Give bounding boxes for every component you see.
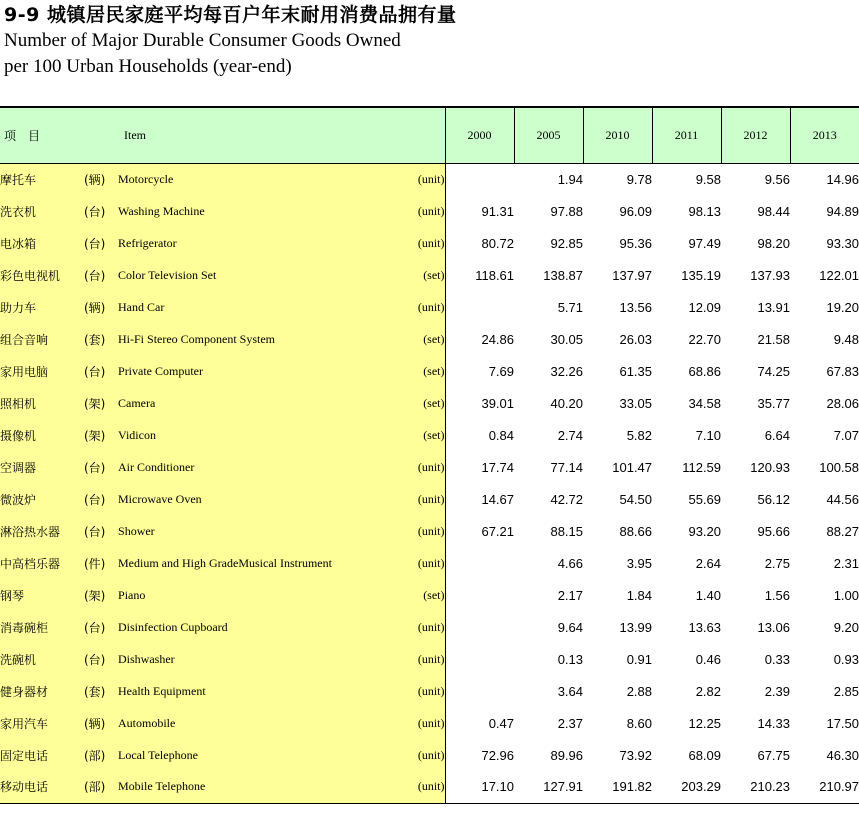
item-name-cn: 彩色电视机 bbox=[0, 259, 84, 291]
value-cell: 12.09 bbox=[652, 291, 721, 323]
table-row bbox=[0, 323, 859, 355]
item-measure-word: (件) bbox=[84, 547, 118, 579]
value-cell: 4.66 bbox=[514, 547, 583, 579]
value-cell: 7.69 bbox=[445, 355, 514, 387]
value-cell bbox=[445, 291, 514, 323]
value-cell: 88.66 bbox=[583, 515, 652, 547]
item-name-en: Local Telephone bbox=[118, 739, 378, 771]
item-name-cn: 钢琴 bbox=[0, 579, 84, 611]
item-name-en: Shower bbox=[118, 515, 378, 547]
item-measure-word: (台) bbox=[84, 195, 118, 227]
item-unit: (unit) bbox=[378, 675, 445, 707]
value-cell: 97.88 bbox=[514, 195, 583, 227]
value-cell: 135.19 bbox=[652, 259, 721, 291]
value-cell: 42.72 bbox=[514, 483, 583, 515]
value-cell: 92.85 bbox=[514, 227, 583, 259]
value-cell: 35.77 bbox=[721, 387, 790, 419]
value-cell: 122.01 bbox=[790, 259, 859, 291]
value-cell: 88.15 bbox=[514, 515, 583, 547]
item-measure-word: (辆) bbox=[84, 707, 118, 739]
item-name-en: Color Television Set bbox=[118, 259, 378, 291]
header-year: 2011 bbox=[652, 107, 721, 163]
value-cell: 1.94 bbox=[514, 163, 583, 195]
value-cell: 94.89 bbox=[790, 195, 859, 227]
item-name-en: Hi-Fi Stereo Component System bbox=[118, 323, 378, 355]
item-name-cn: 洗衣机 bbox=[0, 195, 84, 227]
item-name-en: Motorcycle bbox=[118, 163, 378, 195]
value-cell: 40.20 bbox=[514, 387, 583, 419]
item-unit: (unit) bbox=[378, 547, 445, 579]
header-year: 2013 bbox=[790, 107, 859, 163]
value-cell: 2.31 bbox=[790, 547, 859, 579]
value-cell: 26.03 bbox=[583, 323, 652, 355]
item-name-cn: 摄像机 bbox=[0, 419, 84, 451]
value-cell: 74.25 bbox=[721, 355, 790, 387]
value-cell: 3.64 bbox=[514, 675, 583, 707]
value-cell: 88.27 bbox=[790, 515, 859, 547]
header-year: 2005 bbox=[514, 107, 583, 163]
value-cell: 13.91 bbox=[721, 291, 790, 323]
value-cell: 118.61 bbox=[445, 259, 514, 291]
value-cell: 55.69 bbox=[652, 483, 721, 515]
data-table bbox=[0, 106, 859, 804]
value-cell: 95.66 bbox=[721, 515, 790, 547]
item-name-en: Mobile Telephone bbox=[118, 771, 378, 803]
table-title-en-line1: Number of Major Durable Consumer Goods Owned bbox=[4, 30, 401, 51]
item-name-cn: 中高档乐器 bbox=[0, 547, 84, 579]
item-unit: (unit) bbox=[378, 611, 445, 643]
item-name-en: Air Conditioner bbox=[118, 451, 378, 483]
value-cell: 17.10 bbox=[445, 771, 514, 803]
item-name-cn: 家用电脑 bbox=[0, 355, 84, 387]
item-unit: (unit) bbox=[378, 195, 445, 227]
item-name-cn: 家用汽车 bbox=[0, 707, 84, 739]
value-cell: 61.35 bbox=[583, 355, 652, 387]
value-cell: 1.56 bbox=[721, 579, 790, 611]
value-cell: 13.56 bbox=[583, 291, 652, 323]
header-year: 2010 bbox=[583, 107, 652, 163]
item-measure-word: (台) bbox=[84, 451, 118, 483]
value-cell: 203.29 bbox=[652, 771, 721, 803]
title-block bbox=[4, 2, 844, 80]
value-cell: 17.50 bbox=[790, 707, 859, 739]
item-name-en: Camera bbox=[118, 387, 378, 419]
item-unit: (unit) bbox=[378, 515, 445, 547]
item-measure-word: (辆) bbox=[84, 291, 118, 323]
value-cell: 13.99 bbox=[583, 611, 652, 643]
item-unit: (unit) bbox=[378, 771, 445, 803]
item-unit: (unit) bbox=[378, 483, 445, 515]
item-name-en: Washing Machine bbox=[118, 195, 378, 227]
value-cell: 137.97 bbox=[583, 259, 652, 291]
item-unit: (set) bbox=[378, 259, 445, 291]
value-cell: 1.00 bbox=[790, 579, 859, 611]
item-name-cn: 空调器 bbox=[0, 451, 84, 483]
value-cell: 0.91 bbox=[583, 643, 652, 675]
value-cell: 2.64 bbox=[652, 547, 721, 579]
item-name-cn: 固定电话 bbox=[0, 739, 84, 771]
item-name-en: Private Computer bbox=[118, 355, 378, 387]
value-cell: 9.20 bbox=[790, 611, 859, 643]
value-cell: 14.67 bbox=[445, 483, 514, 515]
value-cell: 210.23 bbox=[721, 771, 790, 803]
value-cell: 67.83 bbox=[790, 355, 859, 387]
value-cell: 9.64 bbox=[514, 611, 583, 643]
value-cell: 77.14 bbox=[514, 451, 583, 483]
value-cell: 0.13 bbox=[514, 643, 583, 675]
value-cell: 98.44 bbox=[721, 195, 790, 227]
value-cell: 9.58 bbox=[652, 163, 721, 195]
value-cell bbox=[445, 547, 514, 579]
value-cell: 96.09 bbox=[583, 195, 652, 227]
item-measure-word: (部) bbox=[84, 739, 118, 771]
value-cell: 46.30 bbox=[790, 739, 859, 771]
value-cell bbox=[445, 163, 514, 195]
table-row bbox=[0, 483, 859, 515]
item-measure-word: (套) bbox=[84, 323, 118, 355]
item-unit: (unit) bbox=[378, 739, 445, 771]
value-cell: 32.26 bbox=[514, 355, 583, 387]
value-cell: 0.33 bbox=[721, 643, 790, 675]
item-name-en: Refrigerator bbox=[118, 227, 378, 259]
table-row bbox=[0, 771, 859, 803]
table-row bbox=[0, 259, 859, 291]
value-cell: 101.47 bbox=[583, 451, 652, 483]
value-cell: 9.56 bbox=[721, 163, 790, 195]
header-year: 2012 bbox=[721, 107, 790, 163]
item-measure-word: (台) bbox=[84, 259, 118, 291]
value-cell: 34.58 bbox=[652, 387, 721, 419]
item-unit: (set) bbox=[378, 419, 445, 451]
value-cell: 44.56 bbox=[790, 483, 859, 515]
value-cell: 21.58 bbox=[721, 323, 790, 355]
table-row bbox=[0, 419, 859, 451]
item-measure-word: (套) bbox=[84, 675, 118, 707]
item-name-en: Medium and High GradeMusical Instrument bbox=[118, 547, 378, 579]
value-cell: 0.46 bbox=[652, 643, 721, 675]
table-row bbox=[0, 227, 859, 259]
value-cell: 80.72 bbox=[445, 227, 514, 259]
item-name-en: Hand Car bbox=[118, 291, 378, 323]
item-measure-word: (台) bbox=[84, 483, 118, 515]
item-name-en: Health Equipment bbox=[118, 675, 378, 707]
table-title-en-line2: per 100 Urban Households (year-end) bbox=[4, 56, 292, 77]
value-cell: 56.12 bbox=[721, 483, 790, 515]
item-measure-word: (架) bbox=[84, 387, 118, 419]
item-measure-word: (架) bbox=[84, 579, 118, 611]
value-cell: 3.95 bbox=[583, 547, 652, 579]
value-cell: 138.87 bbox=[514, 259, 583, 291]
value-cell: 68.09 bbox=[652, 739, 721, 771]
value-cell: 91.31 bbox=[445, 195, 514, 227]
value-cell: 2.88 bbox=[583, 675, 652, 707]
table-row bbox=[0, 387, 859, 419]
item-measure-word: (架) bbox=[84, 419, 118, 451]
table-row bbox=[0, 195, 859, 227]
table-body bbox=[0, 163, 859, 803]
value-cell: 28.06 bbox=[790, 387, 859, 419]
value-cell bbox=[445, 579, 514, 611]
table-row bbox=[0, 163, 859, 195]
value-cell: 1.84 bbox=[583, 579, 652, 611]
table-row bbox=[0, 643, 859, 675]
value-cell: 22.70 bbox=[652, 323, 721, 355]
value-cell: 13.63 bbox=[652, 611, 721, 643]
value-cell: 120.93 bbox=[721, 451, 790, 483]
value-cell: 72.96 bbox=[445, 739, 514, 771]
value-cell: 2.37 bbox=[514, 707, 583, 739]
value-cell: 97.49 bbox=[652, 227, 721, 259]
value-cell bbox=[445, 611, 514, 643]
table-row bbox=[0, 451, 859, 483]
item-name-en: Automobile bbox=[118, 707, 378, 739]
table-row bbox=[0, 675, 859, 707]
value-cell: 100.58 bbox=[790, 451, 859, 483]
header-year: 2000 bbox=[445, 107, 514, 163]
value-cell: 19.20 bbox=[790, 291, 859, 323]
value-cell: 127.91 bbox=[514, 771, 583, 803]
value-cell: 0.84 bbox=[445, 419, 514, 451]
value-cell: 7.10 bbox=[652, 419, 721, 451]
value-cell: 2.74 bbox=[514, 419, 583, 451]
value-cell: 13.06 bbox=[721, 611, 790, 643]
item-measure-word: (部) bbox=[84, 771, 118, 803]
item-name-cn: 移动电话 bbox=[0, 771, 84, 803]
item-unit: (unit) bbox=[378, 451, 445, 483]
value-cell: 112.59 bbox=[652, 451, 721, 483]
item-name-cn: 照相机 bbox=[0, 387, 84, 419]
value-cell: 54.50 bbox=[583, 483, 652, 515]
value-cell: 0.93 bbox=[790, 643, 859, 675]
item-unit: (set) bbox=[378, 387, 445, 419]
item-measure-word: (台) bbox=[84, 643, 118, 675]
value-cell: 93.30 bbox=[790, 227, 859, 259]
value-cell: 2.17 bbox=[514, 579, 583, 611]
item-name-cn: 消毒碗柜 bbox=[0, 611, 84, 643]
value-cell: 93.20 bbox=[652, 515, 721, 547]
value-cell: 2.75 bbox=[721, 547, 790, 579]
value-cell: 95.36 bbox=[583, 227, 652, 259]
value-cell: 68.86 bbox=[652, 355, 721, 387]
value-cell: 1.40 bbox=[652, 579, 721, 611]
item-unit: (unit) bbox=[378, 707, 445, 739]
value-cell: 24.86 bbox=[445, 323, 514, 355]
value-cell: 30.05 bbox=[514, 323, 583, 355]
value-cell bbox=[445, 675, 514, 707]
item-measure-word: (台) bbox=[84, 515, 118, 547]
value-cell: 39.01 bbox=[445, 387, 514, 419]
value-cell: 5.82 bbox=[583, 419, 652, 451]
item-name-cn: 淋浴热水器 bbox=[0, 515, 84, 547]
value-cell: 9.48 bbox=[790, 323, 859, 355]
item-name-en: Vidicon bbox=[118, 419, 378, 451]
header-row bbox=[0, 107, 859, 163]
value-cell: 5.71 bbox=[514, 291, 583, 323]
value-cell: 210.97 bbox=[790, 771, 859, 803]
item-name-en: Dishwasher bbox=[118, 643, 378, 675]
value-cell: 191.82 bbox=[583, 771, 652, 803]
item-unit: (set) bbox=[378, 323, 445, 355]
item-name-cn: 洗碗机 bbox=[0, 643, 84, 675]
table-row bbox=[0, 547, 859, 579]
value-cell: 14.33 bbox=[721, 707, 790, 739]
value-cell: 98.13 bbox=[652, 195, 721, 227]
item-unit: (set) bbox=[378, 355, 445, 387]
value-cell: 8.60 bbox=[583, 707, 652, 739]
value-cell: 67.21 bbox=[445, 515, 514, 547]
value-cell: 0.47 bbox=[445, 707, 514, 739]
value-cell: 9.78 bbox=[583, 163, 652, 195]
table-row bbox=[0, 707, 859, 739]
value-cell: 73.92 bbox=[583, 739, 652, 771]
item-unit: (set) bbox=[378, 579, 445, 611]
item-name-en: Disinfection Cupboard bbox=[118, 611, 378, 643]
value-cell: 98.20 bbox=[721, 227, 790, 259]
item-name-cn: 摩托车 bbox=[0, 163, 84, 195]
item-measure-word: (辆) bbox=[84, 163, 118, 195]
value-cell: 137.93 bbox=[721, 259, 790, 291]
table-row bbox=[0, 611, 859, 643]
item-measure-word: (台) bbox=[84, 355, 118, 387]
value-cell: 7.07 bbox=[790, 419, 859, 451]
value-cell: 2.39 bbox=[721, 675, 790, 707]
item-measure-word: (台) bbox=[84, 227, 118, 259]
header-item-cn: 项 目 bbox=[0, 107, 118, 163]
item-unit: (unit) bbox=[378, 163, 445, 195]
table-row bbox=[0, 355, 859, 387]
value-cell: 14.96 bbox=[790, 163, 859, 195]
table-row bbox=[0, 291, 859, 323]
value-cell: 89.96 bbox=[514, 739, 583, 771]
item-name-cn: 助力车 bbox=[0, 291, 84, 323]
value-cell: 33.05 bbox=[583, 387, 652, 419]
value-cell: 17.74 bbox=[445, 451, 514, 483]
value-cell: 2.82 bbox=[652, 675, 721, 707]
value-cell bbox=[445, 643, 514, 675]
item-unit: (unit) bbox=[378, 643, 445, 675]
value-cell: 12.25 bbox=[652, 707, 721, 739]
item-name-en: Microwave Oven bbox=[118, 483, 378, 515]
table-row bbox=[0, 579, 859, 611]
item-measure-word: (台) bbox=[84, 611, 118, 643]
item-name-cn: 健身器材 bbox=[0, 675, 84, 707]
header-item-en: Item bbox=[118, 107, 445, 163]
table-row bbox=[0, 515, 859, 547]
item-name-cn: 电冰箱 bbox=[0, 227, 84, 259]
value-cell: 67.75 bbox=[721, 739, 790, 771]
table-title-cn: 9-9 城镇居民家庭平均每百户年末耐用消费品拥有量 bbox=[4, 4, 457, 26]
item-unit: (unit) bbox=[378, 291, 445, 323]
item-name-cn: 组合音响 bbox=[0, 323, 84, 355]
value-cell: 2.85 bbox=[790, 675, 859, 707]
table-row bbox=[0, 739, 859, 771]
item-name-en: Piano bbox=[118, 579, 378, 611]
item-name-cn: 微波炉 bbox=[0, 483, 84, 515]
item-unit: (unit) bbox=[378, 227, 445, 259]
value-cell: 6.64 bbox=[721, 419, 790, 451]
